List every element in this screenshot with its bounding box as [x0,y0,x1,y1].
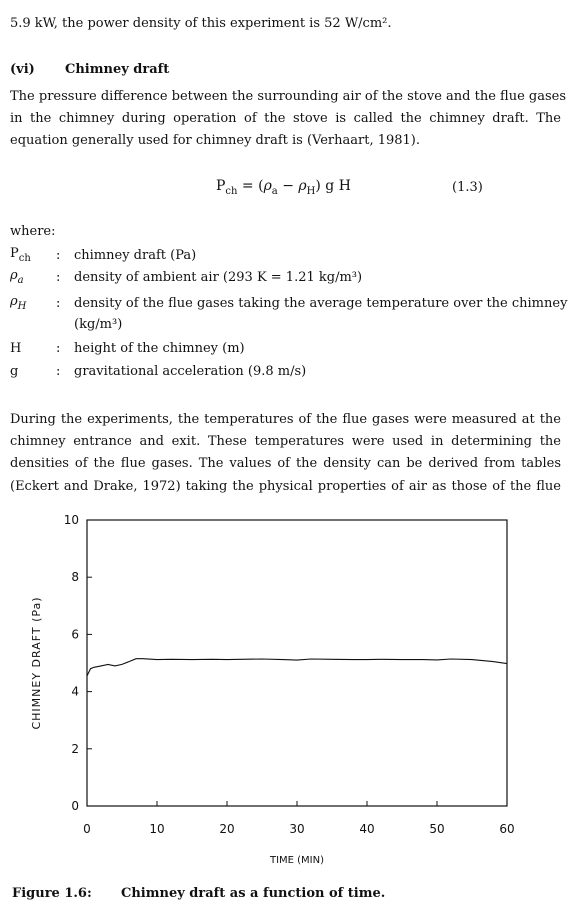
x-tick-label: 20 [219,822,235,836]
definition-symbol: $P_{ch}$ [10,246,31,264]
definition-text: chimney draft (Pa) [74,248,197,263]
definition-symbol: $\rho_a$ [10,268,24,286]
definition-colon: : [56,364,61,379]
definition-text: gravitational acceleration (9.8 m/s) [74,364,307,379]
chimney-draft-chart [0,505,574,885]
section-title: Chimney draft [65,62,170,77]
definition-colon: : [56,296,61,311]
paragraph-line: (Eckert and Drake, 1972) taking the physical properties of air as those of the flue [10,479,561,494]
definition-colon: : [56,248,61,263]
equation-lhs-subscript: ch [225,186,238,197]
definition-text-continuation: (kg/m³) [74,317,123,332]
series-line [87,659,507,676]
equation-rho-h: ρ [298,178,307,194]
plot-frame [87,520,507,806]
definition-text: height of the chimney (m) [74,341,245,356]
y-tick-label: 4 [71,684,79,699]
paragraph-line: in the chimney during operation of the stove is called the chimney draft. The [10,111,561,126]
figure-caption-text: Chimney draft as a function of time. [121,886,386,901]
x-tick-label: 30 [289,822,305,836]
x-tick-label: 50 [429,822,445,836]
paragraph-line: The pressure difference between the surrounding air of the stove and the flue gases [10,89,566,104]
section-number: (vi) [10,62,35,77]
definition-symbol: $\rho_H$ [10,294,27,312]
equation-number: (1.3) [452,180,483,195]
x-tick-label: 0 [83,822,91,836]
equation-tail: ) g H [315,178,351,194]
definition-symbol: g [10,364,19,379]
definition-symbol: H [10,341,22,356]
y-axis-label: CHIMNEY DRAFT (Pa) [30,596,43,730]
y-tick-label: 2 [71,741,79,756]
equation-rho-a-subscript: a [271,186,278,197]
x-tick-label: 10 [149,822,165,836]
definition-colon: : [56,270,61,285]
y-tick-label: 8 [71,570,79,585]
paragraph-line: chimney entrance and exit. These temperatures were used in determining the [10,434,561,449]
where-label: where: [10,224,56,239]
equation-rho-a: ρ [263,178,272,194]
paragraph-line: During the experiments, the temperatures of the flue gases were measured at the [10,412,561,427]
paragraph-line: equation generally used for chimney draft is (Verhaart, 1981). [10,133,421,148]
equation-equals: = ( [237,178,264,194]
equation-minus: − [277,178,299,194]
x-tick-label: 60 [499,822,515,836]
definition-text: density of ambient air (293 K = 1.21 kg/m³) [74,270,363,285]
equation-rho-h-subscript: H [306,186,316,197]
equation-lhs: P [216,178,226,194]
paragraph-line: densities of the flue gases. The values of the density can be derived from tables [10,456,561,471]
definition-colon: : [56,341,61,356]
intro-line: 5.9 kW, the power density of this experiment is 52 W/cm². [10,16,392,31]
y-tick-label: 0 [71,799,79,813]
x-axis-label: TIME (MIN) [269,855,325,866]
equation [216,178,351,197]
x-tick-label: 40 [359,822,375,836]
figure-label: Figure 1.6: [12,886,92,901]
y-tick-label: 6 [71,627,79,642]
definition-text: density of the flue gases taking the average temperature over the chimney [74,296,568,311]
y-tick-label: 10 [63,513,79,527]
